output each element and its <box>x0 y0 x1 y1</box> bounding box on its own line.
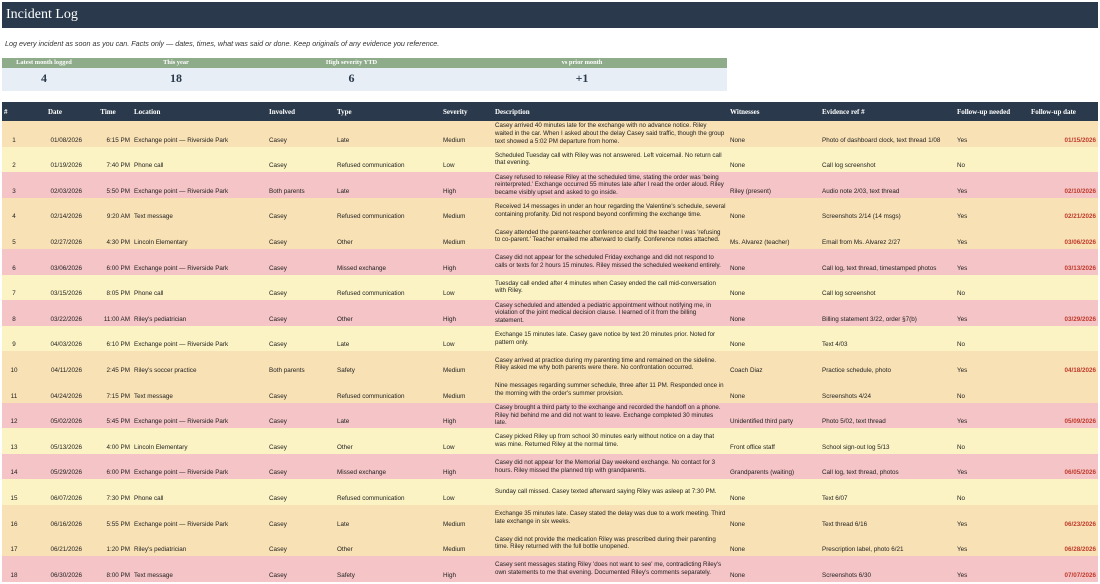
cell-followup-date[interactable] <box>1029 275 1098 301</box>
cell-type[interactable]: Missed exchange <box>335 454 441 480</box>
cell-time[interactable]: 4:30 PM <box>84 223 132 249</box>
cell-description[interactable]: Nine messages regarding summer schedule, three after 11 PM. Responded once in the morning with the order's summer provision. <box>493 377 728 403</box>
cell-witnesses[interactable]: Ms. Alvarez (teacher) <box>728 223 820 249</box>
cell-involved[interactable]: Casey <box>267 479 335 505</box>
cell-witnesses[interactable]: Front office staff <box>728 428 820 454</box>
cell-date[interactable]: 04/11/2026 <box>26 351 84 377</box>
cell-num[interactable]: 8 <box>2 300 26 326</box>
cell-description[interactable]: Casey picked Riley up from school 30 minutes early without notice on a day that was mine. Returned Riley at the normal time. <box>493 428 728 454</box>
cell-num[interactable]: 14 <box>2 454 26 480</box>
cell-involved[interactable]: Casey <box>267 300 335 326</box>
cell-num[interactable]: 4 <box>2 198 26 224</box>
incident-table-body <box>2 121 1098 582</box>
cell-description[interactable]: Casey arrived at practice during my parenting time and remained on the sideline. Riley asked me why both parents were there. No confrontation occurred. <box>493 351 728 377</box>
cell-date[interactable]: 02/27/2026 <box>26 223 84 249</box>
cell-followup-needed[interactable]: Yes <box>955 454 1029 480</box>
col-header-num[interactable]: # <box>2 102 26 121</box>
cell-involved[interactable]: Casey <box>267 556 335 582</box>
cell-location[interactable]: Text message <box>132 377 267 403</box>
cell-location[interactable]: Phone call <box>132 147 267 173</box>
summary-value: 6 <box>348 71 355 85</box>
cell-num[interactable]: 3 <box>2 172 26 198</box>
cell-time[interactable]: 6:10 PM <box>84 326 132 352</box>
summary-value: 18 <box>170 71 182 85</box>
cell-followup-date[interactable]: 02/10/2026 <box>1029 172 1098 198</box>
cell-date[interactable]: 02/03/2026 <box>26 172 84 198</box>
cell-time[interactable]: 9:20 AM <box>84 198 132 224</box>
cell-time[interactable]: 1:20 PM <box>84 531 132 557</box>
cell-date[interactable]: 05/02/2026 <box>26 403 84 429</box>
cell-num[interactable]: 12 <box>2 403 26 429</box>
cell-type[interactable]: Refused communication <box>335 147 441 173</box>
table-row[interactable] <box>2 223 1098 249</box>
cell-involved[interactable]: Casey <box>267 326 335 352</box>
cell-location[interactable]: Phone call <box>132 479 267 505</box>
cell-severity[interactable]: High <box>441 172 493 198</box>
cell-time[interactable]: 6:00 PM <box>84 249 132 275</box>
cell-description[interactable]: Casey did not appear for the scheduled Friday exchange and did not respond to calls or texts for 2 hours 15 minutes. Riley missed the scheduled weekend entirely. <box>493 249 728 275</box>
cell-witnesses[interactable]: None <box>728 326 820 352</box>
cell-date[interactable]: 03/22/2026 <box>26 300 84 326</box>
cell-severity[interactable]: Medium <box>441 351 493 377</box>
cell-date[interactable]: 06/16/2026 <box>26 505 84 531</box>
cell-location[interactable]: Lincoln Elementary <box>132 223 267 249</box>
cell-followup-date[interactable]: 06/05/2026 <box>1029 454 1098 480</box>
table-row[interactable] <box>2 121 1098 147</box>
cell-location[interactable]: Lincoln Elementary <box>132 428 267 454</box>
summary-value: 4 <box>41 71 47 85</box>
cell-type[interactable]: Safety <box>335 351 441 377</box>
cell-num[interactable]: 1 <box>2 121 26 147</box>
cell-evidence[interactable]: Billing statement 3/22, order §7(b) <box>820 300 955 326</box>
cell-severity[interactable]: Low <box>441 147 493 173</box>
cell-involved[interactable]: Casey <box>267 454 335 480</box>
cell-date[interactable]: 01/19/2026 <box>26 147 84 173</box>
cell-description[interactable]: Casey arrived 40 minutes late for the exchange with no advance notice. Riley waited in the car. When I asked about the delay Casey said traffic, though the group text showed a 5:02 PM departure from home. <box>493 121 728 147</box>
cell-description[interactable]: Sunday call missed. Casey texted afterward saying Riley was asleep at 7:30 PM. <box>493 479 728 505</box>
cell-evidence[interactable]: Prescription label, photo 6/21 <box>820 531 955 557</box>
cell-severity[interactable]: Medium <box>441 223 493 249</box>
cell-involved[interactable]: Casey <box>267 223 335 249</box>
cell-followup-date[interactable]: 07/07/2026 <box>1029 556 1098 582</box>
cell-involved[interactable]: Casey <box>267 198 335 224</box>
cell-followup-needed[interactable]: Yes <box>955 351 1029 377</box>
cell-followup-date[interactable] <box>1029 377 1098 403</box>
cell-location[interactable]: Riley's soccer practice <box>132 351 267 377</box>
cell-evidence[interactable]: Email from Ms. Alvarez 2/27 <box>820 223 955 249</box>
cell-severity[interactable]: Low <box>441 428 493 454</box>
table-row[interactable] <box>2 147 1098 173</box>
cell-followup-date[interactable]: 06/23/2026 <box>1029 505 1098 531</box>
summary-label: This year <box>86 58 266 68</box>
cell-location[interactable]: Riley's pediatrician <box>132 300 267 326</box>
cell-description[interactable]: Tuesday call ended after 4 minutes when Casey ended the call mid-conversation with Riley. <box>493 275 728 301</box>
cell-description[interactable]: Scheduled Tuesday call with Riley was not answered. Left voicemail. No return call that evening. <box>493 147 728 173</box>
cell-followup-date[interactable]: 03/13/2026 <box>1029 249 1098 275</box>
cell-evidence[interactable]: Photo 5/02, text thread <box>820 403 955 429</box>
col-header-involved[interactable]: Involved <box>267 102 335 121</box>
table-row[interactable] <box>2 556 1098 582</box>
cell-involved[interactable]: Casey <box>267 249 335 275</box>
cell-followup-needed[interactable]: Yes <box>955 300 1029 326</box>
cell-severity[interactable]: Low <box>441 275 493 301</box>
cell-followup-date[interactable] <box>1029 326 1098 352</box>
cell-followup-date[interactable] <box>1029 479 1098 505</box>
cell-location[interactable]: Phone call <box>132 275 267 301</box>
summary-high-severity <box>266 58 437 91</box>
cell-followup-date[interactable] <box>1029 428 1098 454</box>
cell-time[interactable]: 7:40 PM <box>84 147 132 173</box>
cell-involved[interactable]: Casey <box>267 147 335 173</box>
summary-vs-prior-month <box>437 58 727 91</box>
cell-num[interactable]: 18 <box>2 556 26 582</box>
table-row[interactable] <box>2 275 1098 301</box>
table-row[interactable] <box>2 300 1098 326</box>
cell-involved[interactable]: Both parents <box>267 351 335 377</box>
cell-num[interactable]: 9 <box>2 326 26 352</box>
cell-followup-needed[interactable]: Yes <box>955 556 1029 582</box>
col-header-description[interactable]: Description <box>493 102 728 121</box>
cell-severity[interactable]: High <box>441 454 493 480</box>
cell-witnesses[interactable]: None <box>728 479 820 505</box>
cell-location[interactable]: Exchange point — Riverside Park <box>132 454 267 480</box>
cell-involved[interactable]: Casey <box>267 275 335 301</box>
cell-followup-needed[interactable]: No <box>955 377 1029 403</box>
col-header-time[interactable]: Time <box>84 102 132 121</box>
cell-followup-date[interactable]: 01/15/2026 <box>1029 121 1098 147</box>
cell-severity[interactable]: High <box>441 300 493 326</box>
cell-location[interactable]: Exchange point — Riverside Park <box>132 249 267 275</box>
cell-date[interactable]: 06/07/2026 <box>26 479 84 505</box>
cell-followup-needed[interactable]: No <box>955 147 1029 173</box>
table-row[interactable] <box>2 326 1098 352</box>
col-header-witnesses[interactable]: Witnesses <box>728 102 820 121</box>
cell-evidence[interactable]: Call log, text thread, photos <box>820 454 955 480</box>
cell-type[interactable]: Safety <box>335 556 441 582</box>
incident-table <box>2 102 1098 582</box>
cell-witnesses[interactable]: None <box>728 531 820 557</box>
cell-followup-needed[interactable]: No <box>955 275 1029 301</box>
cell-date[interactable]: 02/14/2026 <box>26 198 84 224</box>
table-row[interactable] <box>2 403 1098 429</box>
table-row[interactable] <box>2 505 1098 531</box>
col-header-followup-date[interactable]: Follow-up date <box>1029 102 1098 121</box>
cell-num[interactable]: 6 <box>2 249 26 275</box>
cell-witnesses[interactable]: Grandparents (waiting) <box>728 454 820 480</box>
cell-time[interactable]: 6:15 PM <box>84 121 132 147</box>
cell-num[interactable]: 5 <box>2 223 26 249</box>
cell-description[interactable]: Received 14 messages in under an hour regarding the Valentine's schedule, several containing profanity. Did not respond beyond confirming the exchange time. <box>493 198 728 224</box>
summary-this-year <box>86 58 266 91</box>
cell-date[interactable]: 05/29/2026 <box>26 454 84 480</box>
col-header-type[interactable]: Type <box>335 102 441 121</box>
cell-witnesses[interactable]: None <box>728 121 820 147</box>
cell-type[interactable]: Refused communication <box>335 377 441 403</box>
cell-time[interactable]: 7:30 PM <box>84 479 132 505</box>
cell-evidence[interactable]: Screenshots 2/14 (14 msgs) <box>820 198 955 224</box>
cell-followup-needed[interactable]: Yes <box>955 505 1029 531</box>
cell-date[interactable]: 06/30/2026 <box>26 556 84 582</box>
cell-followup-needed[interactable]: Yes <box>955 403 1029 429</box>
cell-description[interactable]: Exchange 15 minutes late. Casey gave notice by text 20 minutes prior. Noted for pattern only. <box>493 326 728 352</box>
cell-followup-date[interactable] <box>1029 147 1098 173</box>
cell-type[interactable]: Late <box>335 172 441 198</box>
cell-location[interactable]: Exchange point — Riverside Park <box>132 505 267 531</box>
page-subtitle: Log every incident as soon as you can. Facts only — dates, times, what was said or done. Keep originals of any evidence you reference. <box>5 39 440 48</box>
cell-description[interactable]: Casey brought a third party to the exchange and recorded the handoff on a phone. Riley hid behind me and did not want to leave. Exchange completed 30 minutes late. <box>493 403 728 429</box>
cell-type[interactable]: Refused communication <box>335 275 441 301</box>
cell-type[interactable]: Missed exchange <box>335 249 441 275</box>
cell-followup-date[interactable]: 06/28/2026 <box>1029 531 1098 557</box>
cell-witnesses[interactable]: None <box>728 147 820 173</box>
summary-label: vs prior month <box>437 58 727 68</box>
cell-followup-date[interactable]: 02/21/2026 <box>1029 198 1098 224</box>
cell-type[interactable]: Other <box>335 428 441 454</box>
cell-witnesses[interactable]: None <box>728 249 820 275</box>
cell-type[interactable]: Refused communication <box>335 479 441 505</box>
cell-description[interactable]: Casey attended the parent-teacher conference and told the teacher I was 'refusing to co-parent.' Teacher emailed me afterward to clarify. Conference notes attached. <box>493 223 728 249</box>
cell-time[interactable]: 6:00 PM <box>84 454 132 480</box>
cell-involved[interactable]: Casey <box>267 531 335 557</box>
table-row[interactable] <box>2 198 1098 224</box>
cell-severity[interactable]: High <box>441 556 493 582</box>
cell-num[interactable]: 2 <box>2 147 26 173</box>
cell-evidence[interactable]: Text thread 6/16 <box>820 505 955 531</box>
cell-witnesses[interactable]: None <box>728 505 820 531</box>
cell-severity[interactable]: Medium <box>441 121 493 147</box>
page-title: Incident Log <box>2 2 1098 28</box>
table-row[interactable] <box>2 377 1098 403</box>
cell-location[interactable]: Exchange point — Riverside Park <box>132 172 267 198</box>
table-row[interactable] <box>2 249 1098 275</box>
cell-date[interactable]: 03/15/2026 <box>26 275 84 301</box>
cell-severity[interactable]: Medium <box>441 198 493 224</box>
cell-date[interactable]: 01/08/2026 <box>26 121 84 147</box>
cell-description[interactable]: Casey did not provide the medication Riley was prescribed during their parenting time. Riley returned with the full bottle unopened. <box>493 531 728 557</box>
cell-severity[interactable]: High <box>441 403 493 429</box>
table-header-row <box>2 102 1098 121</box>
table-row[interactable] <box>2 531 1098 557</box>
cell-type[interactable]: Late <box>335 121 441 147</box>
cell-followup-needed[interactable]: Yes <box>955 198 1029 224</box>
cell-involved[interactable]: Casey <box>267 428 335 454</box>
cell-involved[interactable]: Both parents <box>267 172 335 198</box>
col-header-evidence[interactable]: Evidence ref # <box>820 102 955 121</box>
cell-time[interactable]: 11:00 AM <box>84 300 132 326</box>
cell-witnesses[interactable]: Coach Diaz <box>728 351 820 377</box>
cell-followup-needed[interactable]: Yes <box>955 121 1029 147</box>
cell-description[interactable]: Casey sent messages stating Riley 'does not want to see' me, contradicting Riley's own statements to me that evening. Documented Riley's comments separately. <box>493 556 728 582</box>
cell-involved[interactable]: Casey <box>267 121 335 147</box>
table-row[interactable] <box>2 428 1098 454</box>
cell-time[interactable]: 4:00 PM <box>84 428 132 454</box>
cell-severity[interactable]: Low <box>441 479 493 505</box>
cell-witnesses[interactable]: None <box>728 556 820 582</box>
cell-evidence[interactable]: School sign-out log 5/13 <box>820 428 955 454</box>
cell-evidence[interactable]: Call log, text thread, timestamped photos <box>820 249 955 275</box>
cell-severity[interactable]: Medium <box>441 505 493 531</box>
summary-value: +1 <box>575 71 589 85</box>
cell-time[interactable]: 8:00 PM <box>84 556 132 582</box>
cell-followup-needed[interactable]: Yes <box>955 249 1029 275</box>
cell-followup-needed[interactable]: No <box>955 479 1029 505</box>
cell-involved[interactable]: Casey <box>267 403 335 429</box>
cell-num[interactable]: 11 <box>2 377 26 403</box>
cell-type[interactable]: Late <box>335 326 441 352</box>
cell-evidence[interactable]: Text 4/03 <box>820 326 955 352</box>
cell-description[interactable]: Casey scheduled and attended a pediatric appointment without notifying me, in violation of the joint medical decision clause. I learned of it from the billing statement. <box>493 300 728 326</box>
cell-evidence[interactable]: Audio note 2/03, text thread <box>820 172 955 198</box>
cell-location[interactable]: Exchange point — Riverside Park <box>132 326 267 352</box>
cell-witnesses[interactable]: Unidentified third party <box>728 403 820 429</box>
cell-followup-date[interactable]: 05/09/2026 <box>1029 403 1098 429</box>
cell-followup-needed[interactable]: No <box>955 326 1029 352</box>
cell-num[interactable]: 13 <box>2 428 26 454</box>
cell-witnesses[interactable]: None <box>728 198 820 224</box>
col-header-location[interactable]: Location <box>132 102 267 121</box>
cell-evidence[interactable]: Text 6/07 <box>820 479 955 505</box>
cell-evidence[interactable]: Screenshots 4/24 <box>820 377 955 403</box>
cell-severity[interactable]: High <box>441 249 493 275</box>
cell-date[interactable]: 04/24/2026 <box>26 377 84 403</box>
summary-panel <box>2 58 727 91</box>
cell-type[interactable]: Refused communication <box>335 198 441 224</box>
cell-description[interactable]: Casey refused to release Riley at the scheduled time, stating the order was 'being reinterpreted.' Exchange occurred 55 minutes late after I read the order aloud. Riley became visibly upset and asked to go inside. <box>493 172 728 198</box>
col-header-severity[interactable]: Severity <box>441 102 493 121</box>
cell-followup-needed[interactable]: No <box>955 428 1029 454</box>
cell-witnesses[interactable]: None <box>728 377 820 403</box>
cell-date[interactable]: 04/03/2026 <box>26 326 84 352</box>
cell-date[interactable]: 06/21/2026 <box>26 531 84 557</box>
cell-followup-needed[interactable]: Yes <box>955 172 1029 198</box>
summary-label: High severity YTD <box>266 58 437 68</box>
cell-time[interactable]: 5:55 PM <box>84 505 132 531</box>
cell-followup-needed[interactable]: Yes <box>955 531 1029 557</box>
cell-severity[interactable]: Low <box>441 326 493 352</box>
cell-severity[interactable]: Medium <box>441 531 493 557</box>
cell-involved[interactable]: Casey <box>267 377 335 403</box>
cell-location[interactable]: Exchange point — Riverside Park <box>132 403 267 429</box>
cell-description[interactable]: Exchange 35 minutes late. Casey stated the delay was due to a work meeting. Third late exchange in six weeks. <box>493 505 728 531</box>
cell-evidence[interactable]: Call log screenshot <box>820 147 955 173</box>
cell-time[interactable]: 8:05 PM <box>84 275 132 301</box>
table-row[interactable] <box>2 479 1098 505</box>
cell-time[interactable]: 2:45 PM <box>84 351 132 377</box>
table-row[interactable] <box>2 454 1098 480</box>
cell-date[interactable]: 05/13/2026 <box>26 428 84 454</box>
cell-severity[interactable]: Medium <box>441 377 493 403</box>
summary-latest-month <box>2 58 86 91</box>
cell-involved[interactable]: Casey <box>267 505 335 531</box>
table-row[interactable] <box>2 172 1098 198</box>
cell-num[interactable]: 7 <box>2 275 26 301</box>
cell-type[interactable]: Other <box>335 223 441 249</box>
cell-time[interactable]: 7:15 PM <box>84 377 132 403</box>
cell-type[interactable]: Other <box>335 531 441 557</box>
cell-type[interactable]: Late <box>335 505 441 531</box>
table-row[interactable] <box>2 351 1098 377</box>
cell-followup-needed[interactable]: Yes <box>955 223 1029 249</box>
cell-witnesses[interactable]: Riley (present) <box>728 172 820 198</box>
summary-label: Latest month logged <box>2 58 86 68</box>
cell-location[interactable]: Text message <box>132 556 267 582</box>
cell-witnesses[interactable]: None <box>728 300 820 326</box>
cell-evidence[interactable]: Practice schedule, photo <box>820 351 955 377</box>
col-header-followup-needed[interactable]: Follow-up needed <box>955 102 1029 121</box>
cell-witnesses[interactable]: None <box>728 275 820 301</box>
cell-num[interactable]: 16 <box>2 505 26 531</box>
cell-followup-date[interactable]: 03/06/2026 <box>1029 223 1098 249</box>
cell-type[interactable]: Other <box>335 300 441 326</box>
cell-followup-date[interactable]: 03/29/2026 <box>1029 300 1098 326</box>
cell-time[interactable]: 5:45 PM <box>84 403 132 429</box>
cell-description[interactable]: Casey did not appear for the Memorial Day weekend exchange. No contact for 3 hours. Riley missed the planned trip with grandparents. <box>493 454 728 480</box>
cell-type[interactable]: Late <box>335 403 441 429</box>
cell-num[interactable]: 10 <box>2 351 26 377</box>
cell-num[interactable]: 17 <box>2 531 26 557</box>
cell-num[interactable]: 15 <box>2 479 26 505</box>
cell-evidence[interactable]: Call log screenshot <box>820 275 955 301</box>
cell-date[interactable]: 03/06/2026 <box>26 249 84 275</box>
col-header-date[interactable]: Date <box>26 102 84 121</box>
cell-evidence[interactable]: Photo of dashboard clock, text thread 1/08 <box>820 121 955 147</box>
cell-followup-date[interactable]: 04/18/2026 <box>1029 351 1098 377</box>
cell-location[interactable]: Text message <box>132 198 267 224</box>
cell-evidence[interactable]: Screenshots 6/30 <box>820 556 955 582</box>
cell-location[interactable]: Riley's pediatrician <box>132 531 267 557</box>
cell-location[interactable]: Exchange point — Riverside Park <box>132 121 267 147</box>
cell-time[interactable]: 5:50 PM <box>84 172 132 198</box>
